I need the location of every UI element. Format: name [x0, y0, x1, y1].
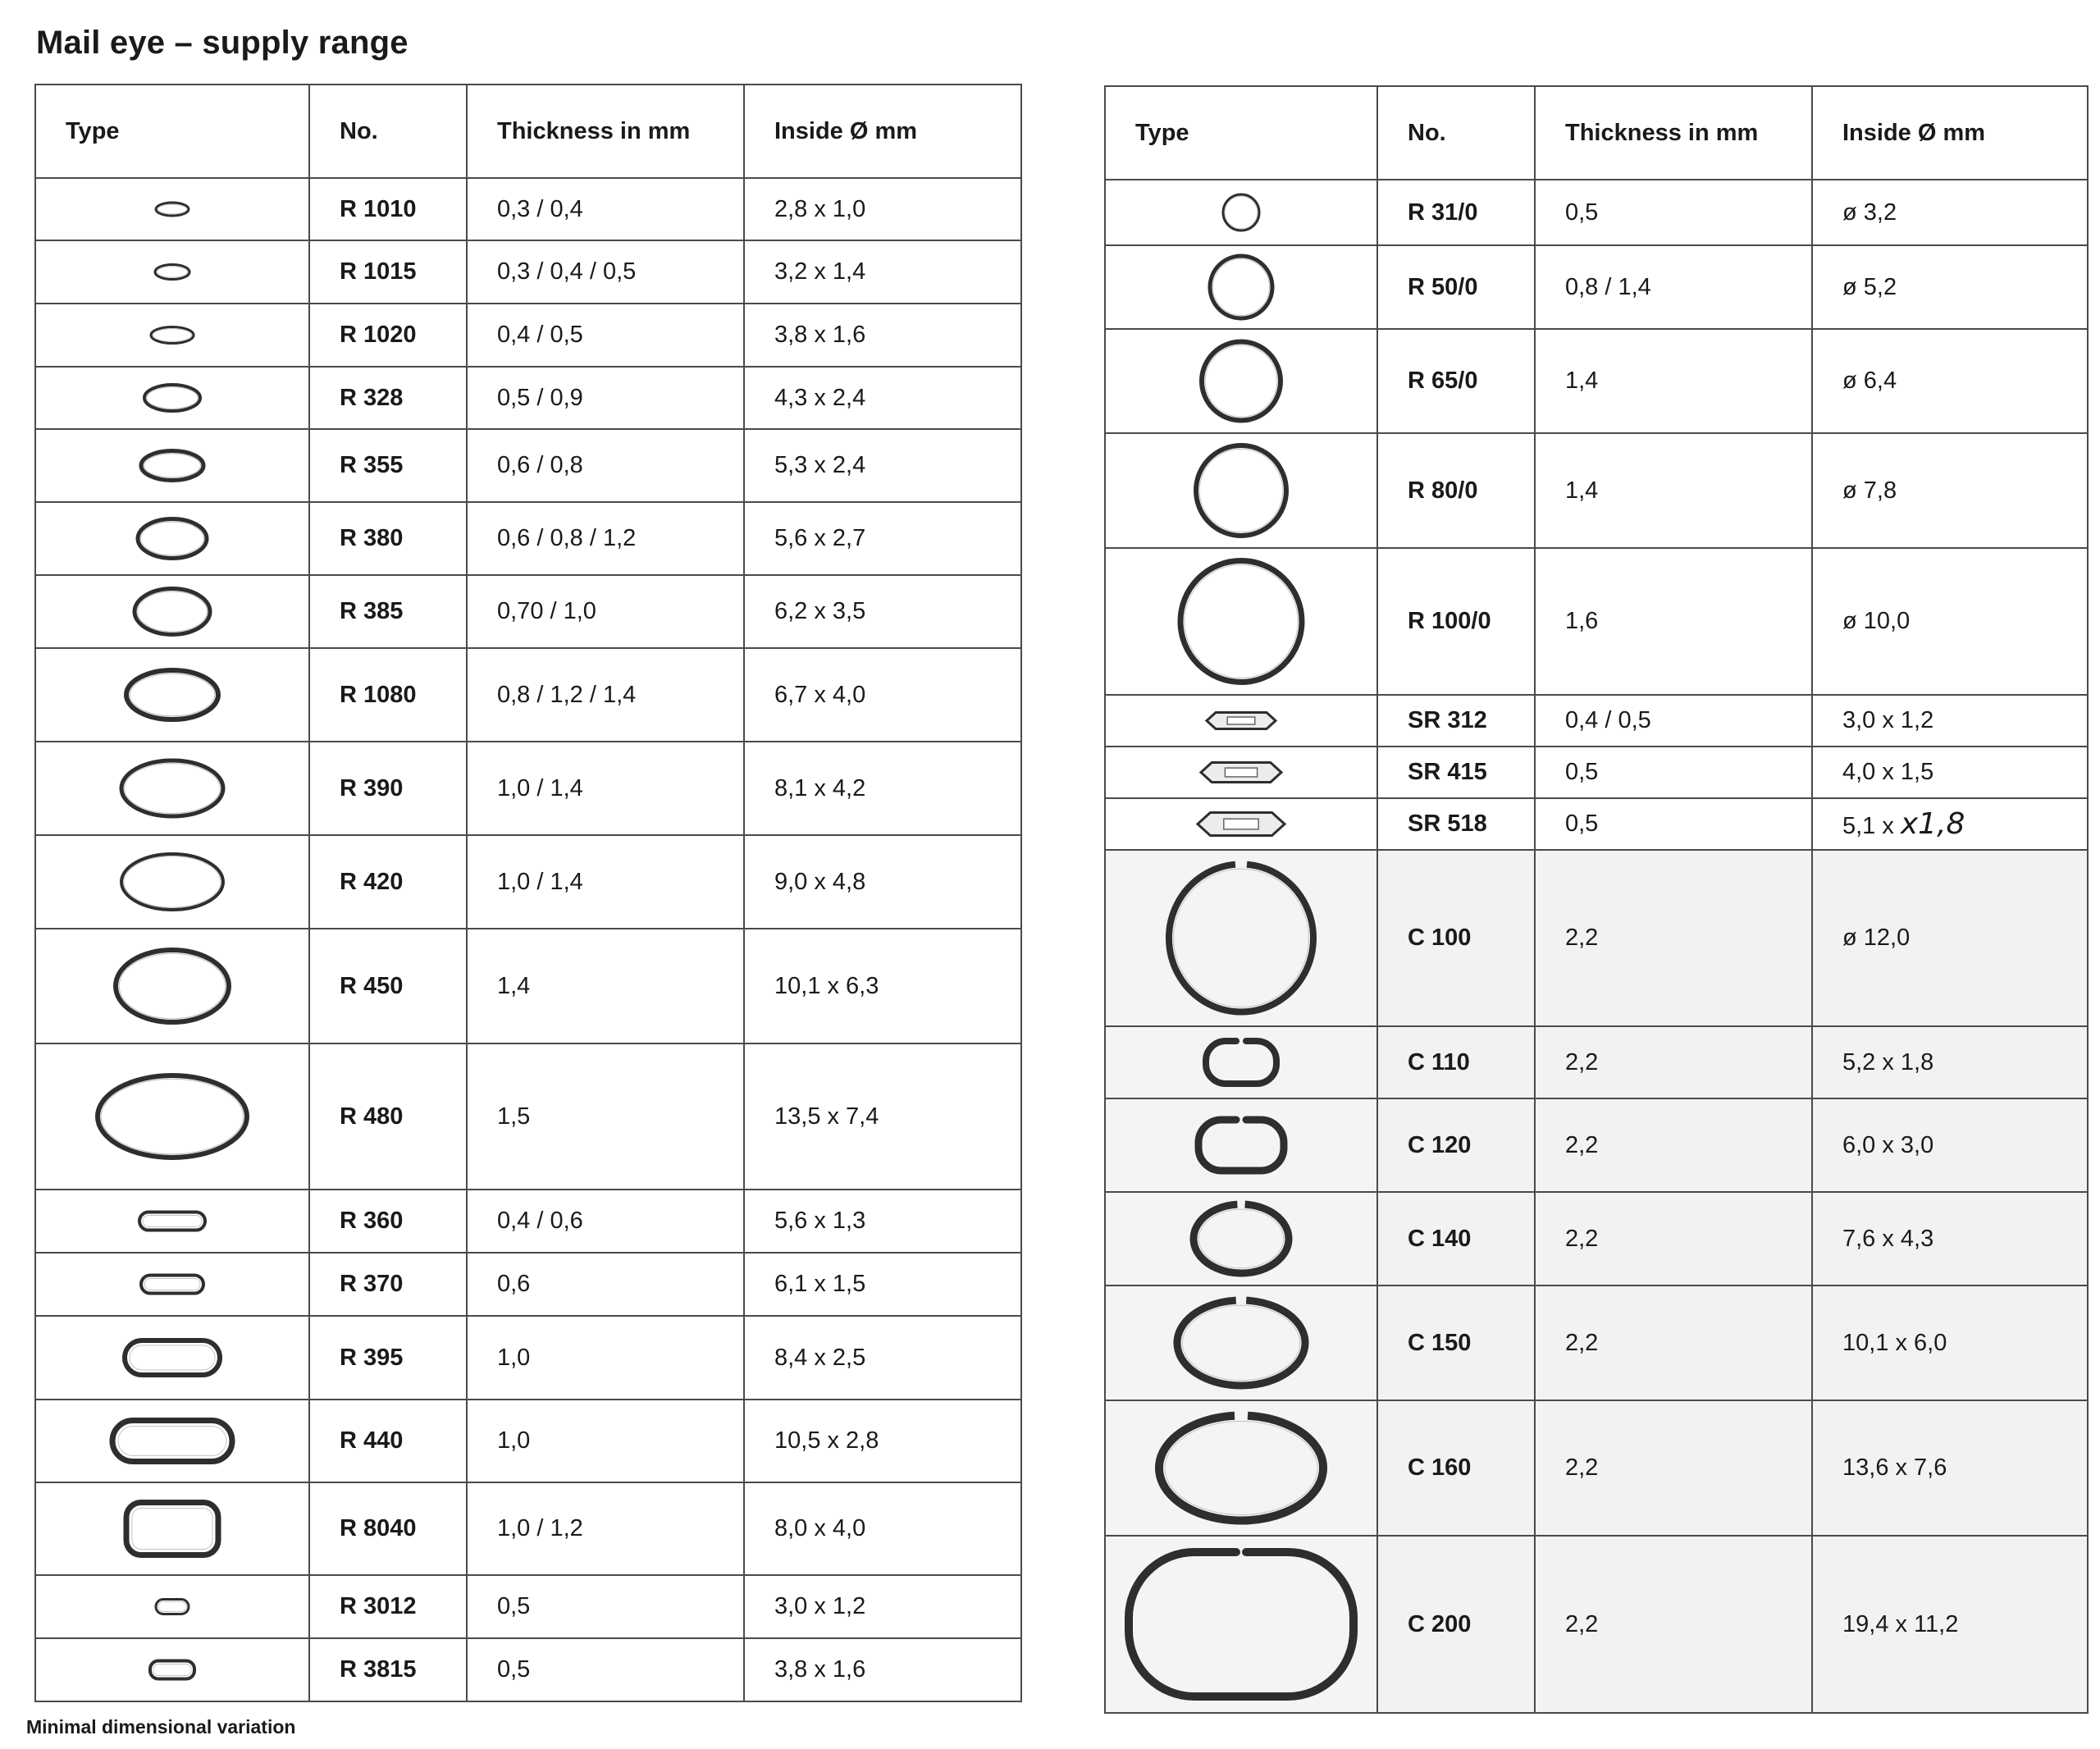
oval-ring-icon: [49, 744, 295, 833]
type-cell: [35, 367, 309, 429]
inside-diameter-value: 8,1 x 4,2: [744, 742, 1021, 835]
inside-diameter-value: 3,0 x 1,2: [1812, 695, 2088, 747]
thickness-value: 2,2: [1535, 1192, 1812, 1285]
part-number: R 31/0: [1377, 180, 1535, 245]
inside-diameter-value: 5,3 x 2,4: [744, 429, 1021, 502]
type-cell: [35, 1400, 309, 1482]
type-cell: [1105, 548, 1377, 695]
type-cell: [35, 240, 309, 304]
inside-diameter-value: 3,2 x 1,4: [744, 240, 1021, 304]
part-number: R 100/0: [1377, 548, 1535, 695]
open-oval-ring-icon: [1118, 1194, 1364, 1283]
thickness-value: 0,3 / 0,4: [467, 178, 744, 240]
right-spec-table: [1104, 85, 2089, 1714]
type-cell: [35, 304, 309, 367]
part-number: R 360: [309, 1190, 467, 1253]
table-row: [1105, 747, 2088, 798]
flat-oblong-ring-icon: [49, 1192, 295, 1250]
thickness-value: 1,5: [467, 1043, 744, 1190]
table-row: [1105, 798, 2088, 850]
inside-diameter-value: 5,6 x 1,3: [744, 1190, 1021, 1253]
thickness-value: 0,4 / 0,5: [467, 304, 744, 367]
type-cell: [1105, 329, 1377, 433]
type-cell: [1105, 1192, 1377, 1285]
type-cell: [35, 575, 309, 648]
thickness-value: 2,2: [1535, 1285, 1812, 1400]
inside-diameter-value: 8,4 x 2,5: [744, 1316, 1021, 1400]
oval-ring-icon: [49, 369, 295, 427]
round-ring-icon: [1118, 550, 1364, 692]
part-number: R 50/0: [1377, 245, 1535, 329]
type-cell: [1105, 1285, 1377, 1400]
part-number: SR 415: [1377, 747, 1535, 798]
type-cell: [1105, 180, 1377, 245]
inside-diameter-value: ø 10,0: [1812, 548, 2088, 695]
type-cell: [35, 1482, 309, 1575]
thickness-value: 0,4 / 0,6: [467, 1190, 744, 1253]
part-number: R 65/0: [1377, 329, 1535, 433]
open-oblong-ring-icon: [1118, 1029, 1364, 1096]
part-number: R 390: [309, 742, 467, 835]
part-number: SR 312: [1377, 695, 1535, 747]
table-row: [35, 367, 1021, 429]
table-row: [35, 1482, 1021, 1575]
oval-ring-icon: [49, 651, 295, 739]
inside-diameter-value: 4,0 x 1,5: [1812, 747, 2088, 798]
table-header-row: [35, 84, 1021, 178]
inside-diameter-value: 10,1 x 6,0: [1812, 1285, 2088, 1400]
part-number: R 3815: [309, 1638, 467, 1701]
table-row: [1105, 1026, 2088, 1098]
inside-diameter-value: ø 3,2: [1812, 180, 2088, 245]
table-row: [35, 648, 1021, 742]
table-row: [1105, 1400, 2088, 1536]
thickness-value: 1,4: [467, 929, 744, 1043]
table-row: [1105, 245, 2088, 329]
part-number: R 3012: [309, 1575, 467, 1638]
inside-diameter-value: [1812, 798, 2088, 850]
inside-diameter-column-header: Inside Ø mm: [1812, 86, 2088, 180]
thickness-value: 1,0 / 1,4: [467, 742, 744, 835]
part-number: C 100: [1377, 850, 1535, 1026]
type-cell: [35, 1190, 309, 1253]
table-row: [35, 502, 1021, 575]
type-cell: [35, 1043, 309, 1190]
table-row: [1105, 433, 2088, 548]
thickness-value: 0,5: [1535, 180, 1812, 245]
inside-diameter-value: 6,7 x 4,0: [744, 648, 1021, 742]
type-cell: [35, 648, 309, 742]
open-oblong-ring-icon: [1118, 1101, 1364, 1190]
part-number: R 1010: [309, 178, 467, 240]
part-number: R 450: [309, 929, 467, 1043]
inside-diameter-value: 8,0 x 4,0: [744, 1482, 1021, 1575]
large-oval-ring-icon: [49, 1046, 295, 1187]
thickness-column-header: Thickness in mm: [467, 84, 744, 178]
inside-diameter-value: 6,1 x 1,5: [744, 1253, 1021, 1316]
inside-diameter-value: 7,6 x 4,3: [1812, 1192, 2088, 1285]
table-row: [35, 835, 1021, 929]
inside-diameter-value: 3,8 x 1,6: [744, 1638, 1021, 1701]
thickness-value: 2,2: [1535, 1026, 1812, 1098]
inside-diameter-value: 4,3 x 2,4: [744, 367, 1021, 429]
inside-diameter-value: 6,0 x 3,0: [1812, 1098, 2088, 1192]
table-row: [1105, 329, 2088, 433]
handwritten-correction: x1,8: [1900, 807, 1965, 841]
oval-ring-icon: [49, 505, 295, 573]
type-cell: [1105, 850, 1377, 1026]
thickness-value: 0,5: [1535, 798, 1812, 850]
thickness-column-header: Thickness in mm: [1535, 86, 1812, 180]
type-cell: [1105, 1026, 1377, 1098]
table-row: [35, 304, 1021, 367]
table-header-row: [1105, 86, 2088, 180]
part-number: R 1020: [309, 304, 467, 367]
table-row: [1105, 1098, 2088, 1192]
type-cell: [1105, 695, 1377, 747]
thickness-value: 0,5: [1535, 747, 1812, 798]
no-column-header: No.: [309, 84, 467, 178]
table-row: [35, 429, 1021, 502]
type-cell: [35, 1316, 309, 1400]
table-row: [1105, 180, 2088, 245]
type-cell: [35, 742, 309, 835]
open-oval-ring-icon: [1118, 1403, 1364, 1533]
part-number: R 440: [309, 1400, 467, 1482]
thickness-value: 1,0: [467, 1316, 744, 1400]
type-cell: [35, 502, 309, 575]
thickness-value: 0,5: [467, 1575, 744, 1638]
part-number: C 120: [1377, 1098, 1535, 1192]
part-number: R 420: [309, 835, 467, 929]
oval-ring-icon: [49, 838, 295, 926]
part-number: R 80/0: [1377, 433, 1535, 548]
table-row: [1105, 695, 2088, 747]
part-number: R 370: [309, 1253, 467, 1316]
type-cell: [35, 835, 309, 929]
part-number: R 385: [309, 575, 467, 648]
table-row: [1105, 548, 2088, 695]
hexagonal-eye-icon: [1118, 801, 1364, 847]
small-oval-ring-icon: [49, 306, 295, 364]
small-oval-ring-icon: [49, 180, 295, 238]
table-row: [35, 575, 1021, 648]
table-row: [35, 1253, 1021, 1316]
inside-diameter-value: 19,4 x 11,2: [1812, 1536, 2088, 1713]
table-row: [1105, 1285, 2088, 1400]
part-number: R 380: [309, 502, 467, 575]
oval-ring-icon: [49, 578, 295, 646]
table-row: [35, 1638, 1021, 1701]
type-cell: [1105, 798, 1377, 850]
part-number: R 395: [309, 1316, 467, 1400]
table-row: [35, 1400, 1021, 1482]
inside-diameter-value: 13,6 x 7,6: [1812, 1400, 2088, 1536]
table-row: [1105, 1192, 2088, 1285]
thickness-value: 0,8 / 1,4: [1535, 245, 1812, 329]
thickness-value: 1,0 / 1,4: [467, 835, 744, 929]
thickness-value: 2,2: [1535, 1536, 1812, 1713]
oblong-ring-icon: [49, 1318, 295, 1397]
small-oval-ring-icon: [49, 243, 295, 301]
footnote: Minimal dimensional variation: [26, 1716, 296, 1738]
thickness-value: 0,6 / 0,8 / 1,2: [467, 502, 744, 575]
thickness-value: 2,2: [1535, 850, 1812, 1026]
thickness-value: 1,6: [1535, 548, 1812, 695]
part-number: C 110: [1377, 1026, 1535, 1098]
hexagonal-eye-icon: [1118, 697, 1364, 744]
part-number: C 160: [1377, 1400, 1535, 1536]
part-number: C 150: [1377, 1285, 1535, 1400]
type-cell: [35, 1638, 309, 1701]
round-ring-icon: [1118, 436, 1364, 546]
part-number: R 1080: [309, 648, 467, 742]
thickness-value: 0,5: [467, 1638, 744, 1701]
round-ring-icon: [1118, 331, 1364, 431]
thickness-value: 0,6 / 0,8: [467, 429, 744, 502]
inside-diameter-value: ø 12,0: [1812, 850, 2088, 1026]
inside-diameter-value: 10,5 x 2,8: [744, 1400, 1021, 1482]
round-ring-icon: [1118, 248, 1364, 327]
type-cell: [35, 178, 309, 240]
table-row: [35, 929, 1021, 1043]
part-number: SR 518: [1377, 798, 1535, 850]
table-row: [1105, 1536, 2088, 1713]
inside-diameter-value: 13,5 x 7,4: [744, 1043, 1021, 1190]
part-number: R 1015: [309, 240, 467, 304]
type-cell: [1105, 747, 1377, 798]
type-cell: [1105, 1098, 1377, 1192]
thickness-value: 2,2: [1535, 1098, 1812, 1192]
table-row: [35, 1043, 1021, 1190]
table-row: [35, 178, 1021, 240]
thickness-value: 0,4 / 0,5: [1535, 695, 1812, 747]
oblong-ring-icon: [49, 1402, 295, 1480]
part-number: C 140: [1377, 1192, 1535, 1285]
type-cell: [1105, 245, 1377, 329]
inside-diameter-value: 6,2 x 3,5: [744, 575, 1021, 648]
table-row: [35, 1316, 1021, 1400]
open-round-ring-icon: [1118, 852, 1364, 1024]
thickness-value: 0,6: [467, 1253, 744, 1316]
open-oval-ring-icon: [1118, 1538, 1364, 1710]
inside-diameter-value: 5,6 x 2,7: [744, 502, 1021, 575]
part-number: R 328: [309, 367, 467, 429]
inside-diameter-value: ø 5,2: [1812, 245, 2088, 329]
type-cell: [35, 1575, 309, 1638]
type-column-header: Type: [1105, 86, 1377, 180]
part-number: C 200: [1377, 1536, 1535, 1713]
thickness-value: 0,70 / 1,0: [467, 575, 744, 648]
inside-diameter-value: ø 6,4: [1812, 329, 2088, 433]
type-cell: [1105, 433, 1377, 548]
thickness-value: 1,0: [467, 1400, 744, 1482]
table-row: [35, 1190, 1021, 1253]
type-column-header: Type: [35, 84, 309, 178]
inside-diameter-value: 3,8 x 1,6: [744, 304, 1021, 367]
table-row: [35, 1575, 1021, 1638]
type-cell: [1105, 1536, 1377, 1713]
thickness-value: 1,0 / 1,2: [467, 1482, 744, 1575]
inside-diameter-printed: 5,1 x: [1842, 813, 1894, 839]
small-oblong-ring-icon: [49, 1578, 295, 1636]
inside-diameter-value: 3,0 x 1,2: [744, 1575, 1021, 1638]
inside-diameter-value: ø 7,8: [1812, 433, 2088, 548]
inside-diameter-value: 5,2 x 1,8: [1812, 1026, 2088, 1098]
thickness-value: 2,2: [1535, 1400, 1812, 1536]
page-title: Mail eye – supply range: [36, 25, 409, 61]
table-row: [1105, 850, 2088, 1026]
thickness-value: 0,5 / 0,9: [467, 367, 744, 429]
table-row: [35, 240, 1021, 304]
type-cell: [1105, 1400, 1377, 1536]
thickness-value: 0,3 / 0,4 / 0,5: [467, 240, 744, 304]
hexagonal-eye-icon: [1118, 749, 1364, 796]
oval-ring-icon: [49, 931, 295, 1041]
type-cell: [35, 429, 309, 502]
thickness-value: 1,4: [1535, 433, 1812, 548]
part-number: R 355: [309, 429, 467, 502]
flat-oblong-ring-icon: [49, 1255, 295, 1313]
part-number: R 8040: [309, 1482, 467, 1575]
part-number: R 480: [309, 1043, 467, 1190]
small-oblong-ring-icon: [49, 1641, 295, 1699]
thickness-value: 0,8 / 1,2 / 1,4: [467, 648, 744, 742]
type-cell: [35, 929, 309, 1043]
oval-ring-icon: [49, 432, 295, 500]
inside-diameter-value: 9,0 x 4,8: [744, 835, 1021, 929]
inside-diameter-value: 10,1 x 6,3: [744, 929, 1021, 1043]
rounded-rect-ring-icon: [49, 1485, 295, 1573]
inside-diameter-value: 2,8 x 1,0: [744, 178, 1021, 240]
type-cell: [35, 1253, 309, 1316]
thickness-value: 1,4: [1535, 329, 1812, 433]
round-ring-icon: [1118, 182, 1364, 243]
no-column-header: No.: [1377, 86, 1535, 180]
left-spec-table: [34, 84, 1022, 1702]
open-oval-ring-icon: [1118, 1288, 1364, 1398]
table-row: [35, 742, 1021, 835]
inside-diameter-column-header: Inside Ø mm: [744, 84, 1021, 178]
